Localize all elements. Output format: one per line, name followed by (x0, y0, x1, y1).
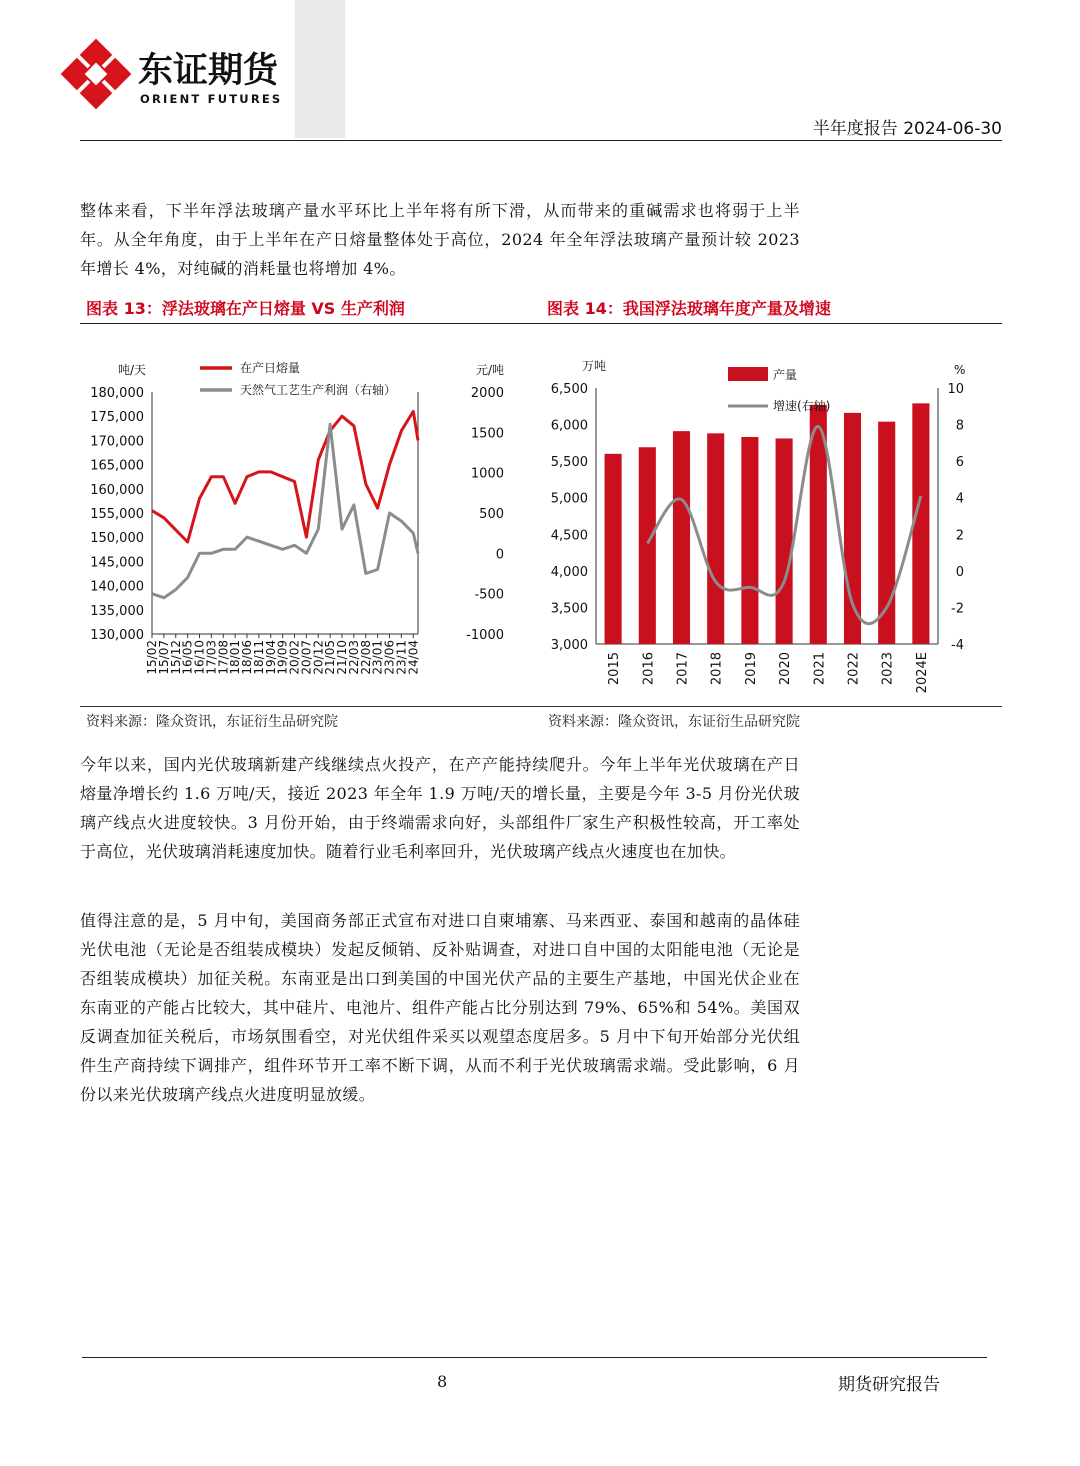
chart13-x-tick-label: 16/05 (180, 640, 195, 675)
chart14-x-tick-label: 2024E (914, 652, 930, 694)
chart14-right-tick-label: 4 (955, 491, 964, 507)
chart13-x-tick-label: 19/04 (263, 640, 278, 675)
figure-14-source: 资料来源：隆众资讯，东证衍生品研究院 (548, 714, 800, 730)
paragraph-1: 整体来看，下半年浮法玻璃产量水平环比上半年将有所下滑，从而带来的重碱需求也将弱于上半年。从全年角度，由于上半年在产日熔量整体处于高位，2024 年全年浮法玻璃产量预计较 2023 年增长 4%，对纯碱的消耗量也将增加 4%。 (80, 201, 800, 278)
chart13-x-tick-label: 22/08 (358, 640, 373, 675)
header-gray-strip (295, 0, 345, 138)
chart13-x-tick-label: 15/07 (156, 640, 171, 675)
chart13-x-tick-label: 15/02 (145, 640, 159, 675)
chart13-x-tick-label: 20/12 (311, 640, 326, 675)
brand-name-en: ORIENT FUTURES (140, 92, 283, 106)
chart14-right-tick-label: 0 (955, 564, 964, 580)
chart13-x-tick-label: 18/11 (251, 640, 266, 675)
figure-bottom-divider (80, 706, 1002, 707)
chart13-right-tick-label: 500 (479, 507, 504, 522)
chart14-left-unit: 万吨 (582, 359, 607, 373)
chart13-x-tick-label: 24/04 (406, 640, 421, 675)
chart13-left-tick-label: 135,000 (90, 603, 144, 619)
chart13-x-tick-label: 15/12 (168, 640, 183, 675)
figure-title-divider (80, 323, 1002, 324)
chart13-left-unit: 吨/天 (118, 363, 147, 377)
chart13-left-tick-label: 145,000 (90, 555, 144, 571)
chart14-bar (707, 433, 724, 644)
chart14-left-tick-label: 3,500 (550, 601, 588, 617)
chart14-x-tick-label: 2016 (641, 652, 657, 686)
chart13-x-tick-label: 16/10 (192, 640, 207, 675)
chart14-legend-label-2: 增速(右轴) (773, 399, 831, 413)
chart14-bar (673, 431, 690, 644)
chart14-x-tick-label: 2017 (675, 652, 691, 686)
chart14-left-tick-label: 6,000 (550, 418, 588, 434)
chart13-right-tick-label: 0 (495, 547, 504, 563)
chart14-bar (741, 437, 758, 644)
chart13-x-tick-label: 20/02 (287, 640, 302, 675)
chart13-legend-label-2: 天然气工艺生产利润（右轴） (240, 383, 397, 397)
chart14-right-tick-label: 8 (955, 418, 964, 434)
chart14-legend-swatch-1 (728, 367, 768, 381)
chart14-bar (776, 438, 793, 644)
figure-13-source: 资料来源：隆众资讯，东证衍生品研究院 (86, 714, 338, 730)
paragraph-2: 今年以来，国内光伏玻璃新建产线继续点火投产，在产产能持续爬升。今年上半年光伏玻璃在产日熔量净增长约 1.6 万吨/天，接近 2023 年全年 1.9 万吨/天的增长量，主要是今年 3-5 月份光伏玻璃产线点火进度较快。3 月份开始，由于终端需求向好，头部组件厂家生产积极性较高，开工率处于高位，光伏玻璃消耗速度加快。随着行业毛利率回升，光伏玻璃产线点火速度也在加快。 (80, 755, 800, 861)
footer-divider (82, 1357, 987, 1358)
paragraph-3: 值得注意的是，5 月中旬，美国商务部正式宣布对进口自柬埔寨、马来西亚、泰国和越南的晶体硅光伏电池（无论是否组装成模块）发起反倾销、反补贴调查，对进口自中国的太阳能电池（无论是否组装成模块）加征关税。东南亚是出口到美国的中国光伏产品的主要生产基地，中国光伏企业在东南亚的产能占比较大，其中硅片、电池片、组件产能占比分别达到 79%、65%和 54%。美国双反调查加征关税后，市场氛围看空，对光伏组件采买以观望态度居多。5 月中下旬开始部分光伏组件生产商持续下调排产，组件环节开工率不断下调，从而不利于光伏玻璃需求端。受此影响，6 月份以来光伏玻璃产线点火进度明显放缓。 (80, 911, 800, 1104)
chart13-right-tick-label: 2000 (470, 386, 504, 401)
chart14-left-tick-label: 4,500 (550, 528, 588, 544)
chart13-legend-label-1: 在产日熔量 (240, 361, 301, 375)
chart14-left-tick-label: 3,000 (550, 638, 588, 653)
chart14-right-unit: % (954, 363, 966, 377)
footer-label: 期货研究报告 (838, 1375, 940, 1395)
chart13-x-tick-label: 23/01 (370, 640, 385, 675)
chart14-right-tick-label: -2 (951, 601, 964, 617)
chart14-x-tick-label: 2019 (743, 652, 759, 686)
chart14-bar (878, 422, 895, 644)
chart13-x-tick-label: 17/08 (216, 640, 231, 675)
page-number: 8 (437, 1372, 448, 1391)
chart13-x-tick-label: 19/09 (275, 640, 290, 675)
orient-futures-logo (60, 38, 300, 110)
chart-13-melt-vs-profit (80, 326, 520, 706)
chart13-right-tick-label: 1500 (470, 426, 504, 442)
report-meta: 半年度报告 2024-06-30 (812, 119, 1002, 139)
chart13-left-tick-label: 150,000 (90, 531, 144, 547)
chart14-left-tick-label: 4,000 (550, 564, 588, 580)
chart14-x-tick-label: 2021 (812, 652, 828, 686)
chart14-x-tick-label: 2023 (880, 652, 896, 686)
chart13-right-tick-label: -1000 (466, 628, 504, 643)
chart14-x-tick-label: 2015 (607, 652, 623, 686)
chart13-right-tick-label: -500 (474, 587, 504, 603)
chart13-left-tick-label: 165,000 (90, 458, 144, 474)
chart14-right-tick-label: 2 (955, 528, 964, 544)
chart13-left-tick-label: 180,000 (90, 386, 144, 401)
chart13-x-tick-label: 21/05 (323, 640, 338, 675)
chart14-x-tick-label: 2022 (846, 652, 862, 686)
chart13-x-tick-label: 18/06 (240, 640, 254, 675)
chart13-left-tick-label: 155,000 (90, 507, 144, 522)
chart13-left-tick-label: 160,000 (90, 482, 144, 498)
chart14-x-tick-label: 2018 (709, 652, 725, 686)
chart13-x-tick-label: 17/03 (204, 640, 219, 675)
figure-14-title: 图表 14：我国浮法玻璃年度产量及增速 (547, 299, 831, 318)
chart13-x-tick-label: 21/10 (335, 640, 349, 675)
chart-14-annual-output (540, 326, 1002, 706)
chart13-x-tick-label: 23/11 (394, 640, 409, 675)
chart13-series-line-2 (152, 424, 418, 597)
chart14-right-tick-label: 10 (947, 382, 964, 397)
chart13-right-unit: 元/吨 (476, 363, 505, 377)
chart13-x-tick-label: 18/01 (228, 640, 243, 675)
chart13-x-tick-label: 23/06 (382, 640, 397, 675)
brand-name-cn: 东证期货 (138, 51, 279, 91)
chart13-left-tick-label: 140,000 (90, 579, 144, 595)
chart14-left-tick-label: 5,500 (550, 455, 588, 471)
chart14-right-tick-label: -4 (951, 638, 964, 653)
chart13-right-tick-label: 1000 (470, 466, 504, 482)
chart13-x-tick-label: 22/03 (346, 640, 361, 675)
chart13-left-tick-label: 175,000 (90, 410, 144, 426)
figure-13-title: 图表 13：浮法玻璃在产日熔量 VS 生产利润 (86, 299, 405, 318)
logo-mark-icon (60, 38, 300, 110)
chart13-left-tick-label: 170,000 (90, 434, 144, 450)
chart14-bar (605, 454, 622, 644)
chart14-left-tick-label: 5,000 (550, 491, 588, 507)
chart14-bar (639, 447, 656, 644)
header-divider (80, 140, 1002, 141)
chart14-left-tick-label: 6,500 (550, 382, 588, 397)
chart13-left-tick-label: 130,000 (90, 628, 144, 643)
chart13-series-line-1 (152, 411, 418, 542)
chart14-bar (844, 413, 861, 644)
chart14-x-tick-label: 2020 (778, 652, 794, 686)
chart14-legend-label-1: 产量 (773, 368, 798, 382)
chart13-x-tick-label: 20/07 (299, 640, 314, 675)
chart14-right-tick-label: 6 (955, 455, 964, 471)
